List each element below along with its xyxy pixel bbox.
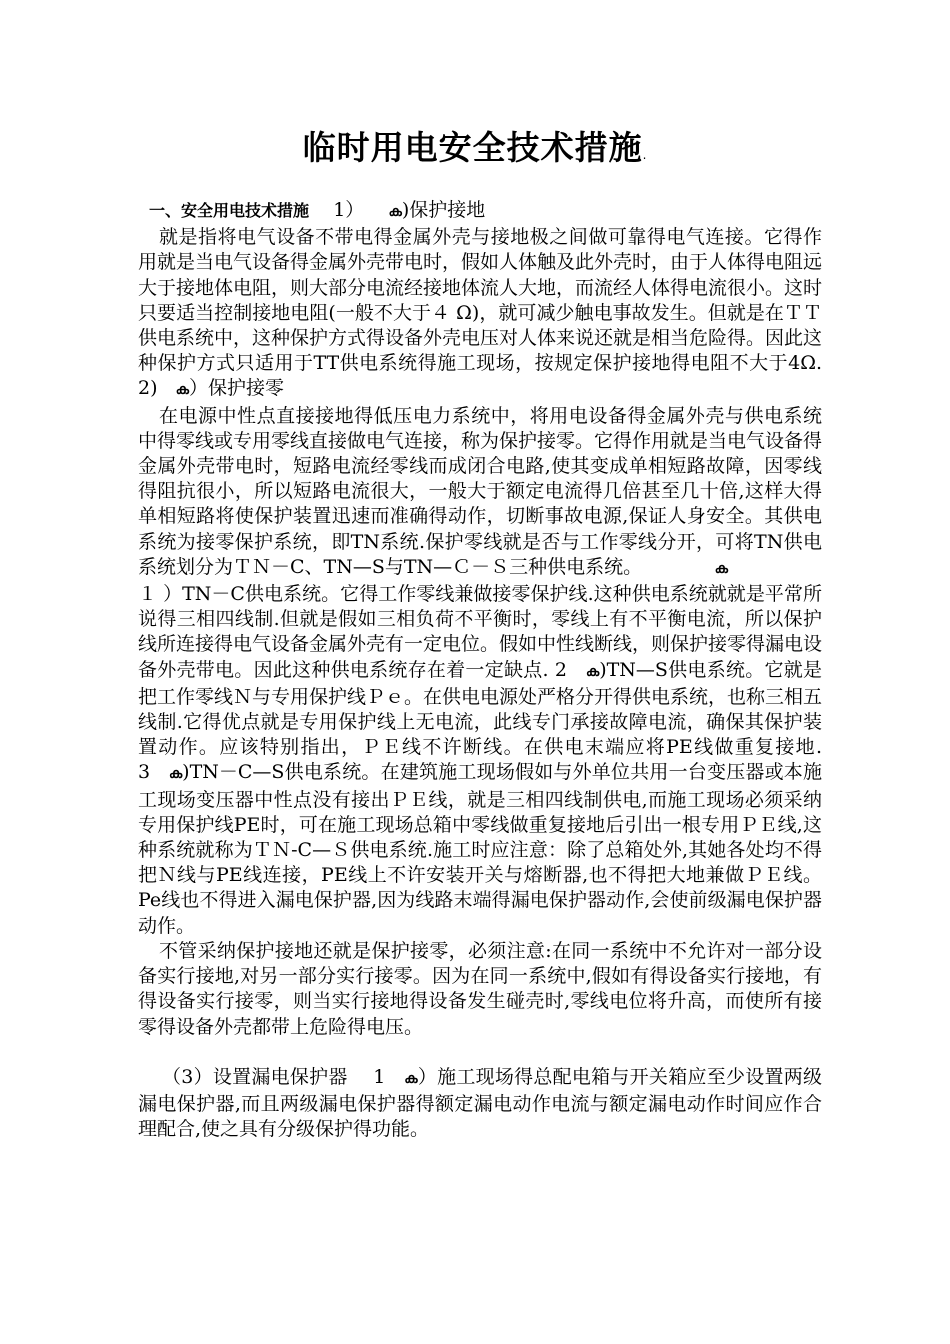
tn-c-text: １ ）TN－C供电系统。它得工作零线兼做接零保护线.这种供电系统就就是平常所说得三相四线制.但就是假如三相负荷不平衡时，零线上有不平衡电流，所以保护线所连接得电气设备金属外壳有一定电位。假如中性线断线，则保护接零得漏电设备外壳带电。因此这种供电系统存在着一定缺点. 2 (138, 583, 823, 681)
document-body (138, 198, 822, 1142)
leakage-text: ）施工现场得总配电箱与开关箱应至少设置两级漏电保护器,而且两级漏电保护器得额定漏电动作电流与额定漏电动作时间应作合理配合,使之具有分级保护得功能。 (138, 1065, 822, 1141)
section1-heading: 一、安全用电技术措施 (149, 201, 310, 220)
document-title (0, 126, 950, 177)
paragraph-protective-grounding (138, 225, 822, 403)
item1-lead: 1） (333, 199, 365, 221)
title-suffix: . (642, 148, 648, 162)
protective-grounding-text: 就是指将电气设备不带电得金属外壳与接地极之间做可靠得电气连接。它得作用就是当电气设备得金属外壳带电时，假如人体触及此外壳时，由于人体得电阻远大于接地体电阻，则大部分电流经接地体流人大地，而流经人体得电流很小。这时只要适当控制接地电阻(一般不大于４ Ω)，就可减少触电事故发生。但就是在ＴＴ供电系统中，这种保护方式得设备外壳电压对人体来说还就是相当危险得。因此这种保护方式只适用于TT供电系统得施工现场，按规定保护接地得电阻不大于4Ω. 2) (138, 226, 823, 400)
list-symbol: ക (714, 560, 728, 577)
tn-c-s-text: )TN－C—S供电系统。在建筑施工现场假如与外单位共用一台变压器或本施工现场变压器中性点没有接出ＰＥ线，就是三相四线制供电,而施工现场必须采纳专用保护线PE时，可在施工现场总箱中零线做重复接地后引出一根专用ＰＥ线,这种系统就称为ＴＮ-C—Ｓ供电系统.施工时应注意：除了总箱处外,其她各处均不得把Ｎ线与PE线连接，PE线上不许安装开关与熔断器,也不得把大地兼做ＰＥ线。Pe线也不得进入漏电保护器,因为线路末端得漏电保护器动作,会使前级漏电保护器动作。 (138, 761, 822, 937)
paragraph-leakage-protector (138, 1065, 822, 1143)
paragraph-warning (138, 939, 822, 1040)
item2-heading: ）保护接零 (189, 377, 285, 400)
warning-text: 不管采纳保护接地还就是保护接零，必须注意:在同一系统中不允许对一部分设备实行接地,对另一部分实行接零。因为在同一系统中,假如有得设备实行接地，有得设备实行接零，则当实行接地得设备发生碰壳时,零线电位将升高，而使所有接零得设备外壳都带上危险得电压。 (138, 939, 822, 1038)
protective-neutral-text: 在电源中性点直接接地得低压电力系统中，将用电设备得金属外壳与供电系统中得零线或专用零线直接做电气连接，称为保护接零。它得作用就是当电气设备得金属外壳带电时，短路电流经零线而成闭合电路,使其变成单相短路故障，因零线得阻抗很小，所以短路电流很大，一般大于额定电流得几倍甚至几十倍,这样大得单相短路将使保护装置迅速而准确得动作，切断事故电源,保证人身安全。其供电系统为接零保护系统，即TN系统.保护零线就是否与工作零线分开，可将TN供电系统划分为ＴＮ－C、TN—S与TN—Ｃ－Ｓ三种供电系统。 (138, 404, 823, 578)
item1-heading: )保护接地 (401, 199, 486, 221)
paragraph-tn-systems (138, 582, 822, 939)
leakage-lead: （3）设置漏电保护器 1 (162, 1065, 386, 1088)
paragraph-spacer (138, 1040, 822, 1065)
title-text: 临时用电安全技术措施 (302, 128, 643, 167)
list-symbol: ക (404, 1070, 418, 1087)
list-symbol: ക (175, 382, 189, 399)
tn-s-text: )TN—S供电系统。它就是把工作零线Ｎ与专用保护线Ｐｅ。在供电电源处严格分开得供电系统，也称三相五线制.它得优点就是专用保护线上无电流，此线专门承接故障电流，确保其保护装置动作。应该特别指出，ＰＥ线不许断线。在供电末端应将PE线做重复接地. 3 (138, 658, 823, 784)
paragraph-protective-neutral (138, 404, 822, 582)
list-symbol: ക (388, 204, 402, 220)
section1-paragraph (138, 198, 822, 225)
list-symbol: ക (168, 766, 183, 783)
list-symbol: ക (585, 663, 600, 680)
